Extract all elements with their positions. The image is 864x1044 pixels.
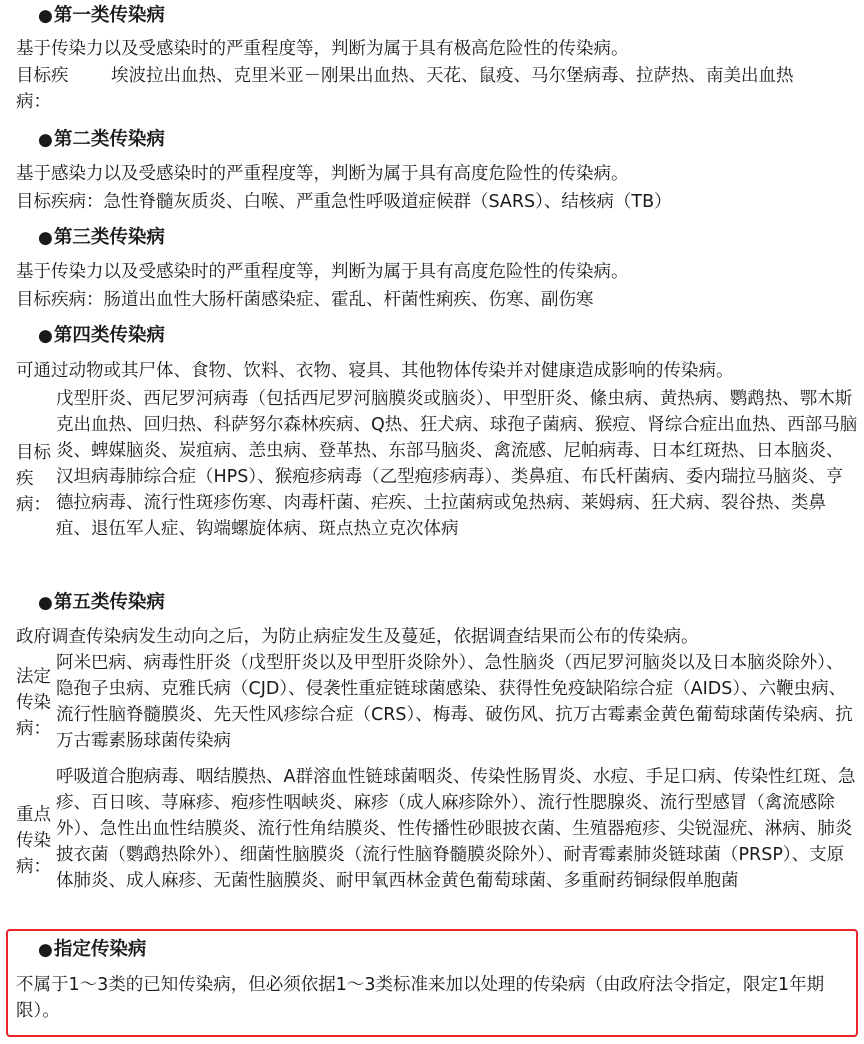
cat1-target-diseases: 埃波拉出血热、克里米亚－刚果出血热、天花、鼠疫、马尔堡病毒、拉萨热、南美出血热 — [111, 66, 794, 86]
bullet-icon: ● — [38, 593, 53, 613]
cat5-key-row — [16, 764, 862, 924]
bullet-icon: ● — [38, 6, 53, 26]
bullet-icon: ● — [38, 326, 53, 346]
cat5-legal-label: 法定 传染 病： — [16, 667, 51, 739]
bullet-icon: ● — [38, 130, 53, 150]
cat3-heading — [38, 226, 165, 250]
cat3-target-diseases: 目标疾病：肠道出血性大肠杆菌感染症、霍乱、杆菌性痢疾、伤寒、副伤寒 — [16, 290, 594, 310]
cat1-target-label: 目标疾 病： — [16, 66, 69, 112]
cat5-legal-row — [16, 650, 862, 758]
cat5-key-label: 重点 传染 病： — [16, 805, 51, 877]
cat5-legal-diseases: 阿米巴病、病毒性肝炎（戊型肝炎以及甲型肝炎除外）、急性脑炎（西尼罗河脑炎以及日本脑炎除外）、隐孢子虫病、克雅氏病（CJD）、侵袭性重症链球菌感染、获得性免疫缺陷综合症（AIDS）、六鞭虫病、流行性脑脊髓膜炎、先天性风疹综合症（CRS）、梅毒、破伤风、抗万古霉素金黄色葡萄球菌传染病、抗万古霉素肠球菌传染病 — [56, 653, 853, 751]
cat1-description: 基于传染力以及受感染时的严重程度等，判断为属于具有极高危险性的传染病。 — [16, 39, 629, 59]
cat2-description: 基于感染力以及受感染时的严重程度等，判断为属于具有高度危险性的传染病。 — [16, 164, 629, 184]
cat2-target-diseases: 目标疾病：急性脊髓灰质炎、白喉、严重急性呼吸道症候群（SARS）、结核病（TB） — [16, 192, 672, 212]
cat4-target-diseases: 戊型肝炎、西尼罗河病毒（包括西尼罗河脑膜炎或脑炎）、甲型肝炎、絛虫病、黄热病、鹦鹉热、鄂木斯克出血热、回归热、科萨努尔森林疾病、Q热、狂犬病、球孢子菌病、猴痘、肾综合症出血热、西部马脑炎、蜱媒脑炎、炭疽病、恙虫病、登革热、东部马脑炎、禽流感、尼帕病毒、日本红斑热、日本脑炎、汉坦病毒肺综合症（HPS）、猴疱疹病毒（乙型疱疹病毒）、类鼻疽、布氏杆菌病、委内瑞拉马脑炎、亨德拉病毒、流行性斑疹伤寒、肉毒杆菌、疟疾、土拉菌病或兔热病、莱姆病、狂犬病、裂谷热、类鼻疽、退伍军人症、钩端螺旋体病、斑点热立克次体病 — [56, 389, 858, 539]
designated-title: 指定传染病 — [53, 939, 147, 960]
cat4-description: 可通过动物或其尸体、食物、饮料、衣物、寝具、其他物体传染并对健康造成影响的传染病。 — [16, 361, 734, 381]
cat3-title: 第三类传染病 — [53, 227, 165, 248]
cat1-title: 第一类传染病 — [53, 5, 165, 26]
cat4-target-label: 目标 疾 病： — [16, 443, 51, 515]
designated-heading — [38, 938, 146, 962]
bullet-icon: ● — [38, 228, 53, 248]
cat2-title: 第二类传染病 — [53, 129, 165, 150]
bullet-icon: ● — [38, 940, 53, 960]
cat3-description: 基于传染力以及受感染时的严重程度等，判断为属于具有高度危险性的传染病。 — [16, 262, 629, 282]
cat4-title: 第四类传染病 — [53, 325, 165, 346]
cat4-heading — [38, 324, 165, 348]
cat5-description: 政府调查传染病发生动向之后，为防止病症发生及蔓延，依据调查结果而公布的传染病。 — [16, 627, 699, 647]
cat1-target-row — [16, 63, 862, 115]
cat2-heading — [38, 128, 165, 152]
designated-description: 不属于1～3类的已知传染病，但必须依据1～3类标准来加以处理的传染病（由政府法令指定，限定1年期限）。 — [16, 975, 825, 1021]
cat1-heading — [38, 4, 165, 28]
cat5-heading — [38, 591, 165, 615]
cat5-title: 第五类传染病 — [53, 592, 165, 613]
cat5-key-diseases: 呼吸道合胞病毒、咽结膜热、A群溶血性链球菌咽炎、传染性肠胃炎、水痘、手足口病、传染性红斑、急疹、百日咳、荨麻疹、疱疹性咽峡炎、麻疹（成人麻疹除外）、流行性腮腺炎、流行型感冒（禽流感除外）、急性出血性结膜炎、流行性角结膜炎、性传播性砂眼披衣菌、生殖器疱疹、尖锐湿疣、淋病、肺炎披衣菌（鹦鹉热除外）、细菌性脑膜炎（流行性脑脊髓膜炎除外）、耐青霉素肺炎链球菌（PRSP）、支原体肺炎、成人麻疹、无菌性脑膜炎、耐甲氧西林金黄色葡萄球菌、多重耐药铜绿假单胞菌 — [56, 767, 856, 891]
designated-description-row — [16, 972, 856, 1028]
cat4-target-row — [16, 386, 862, 578]
